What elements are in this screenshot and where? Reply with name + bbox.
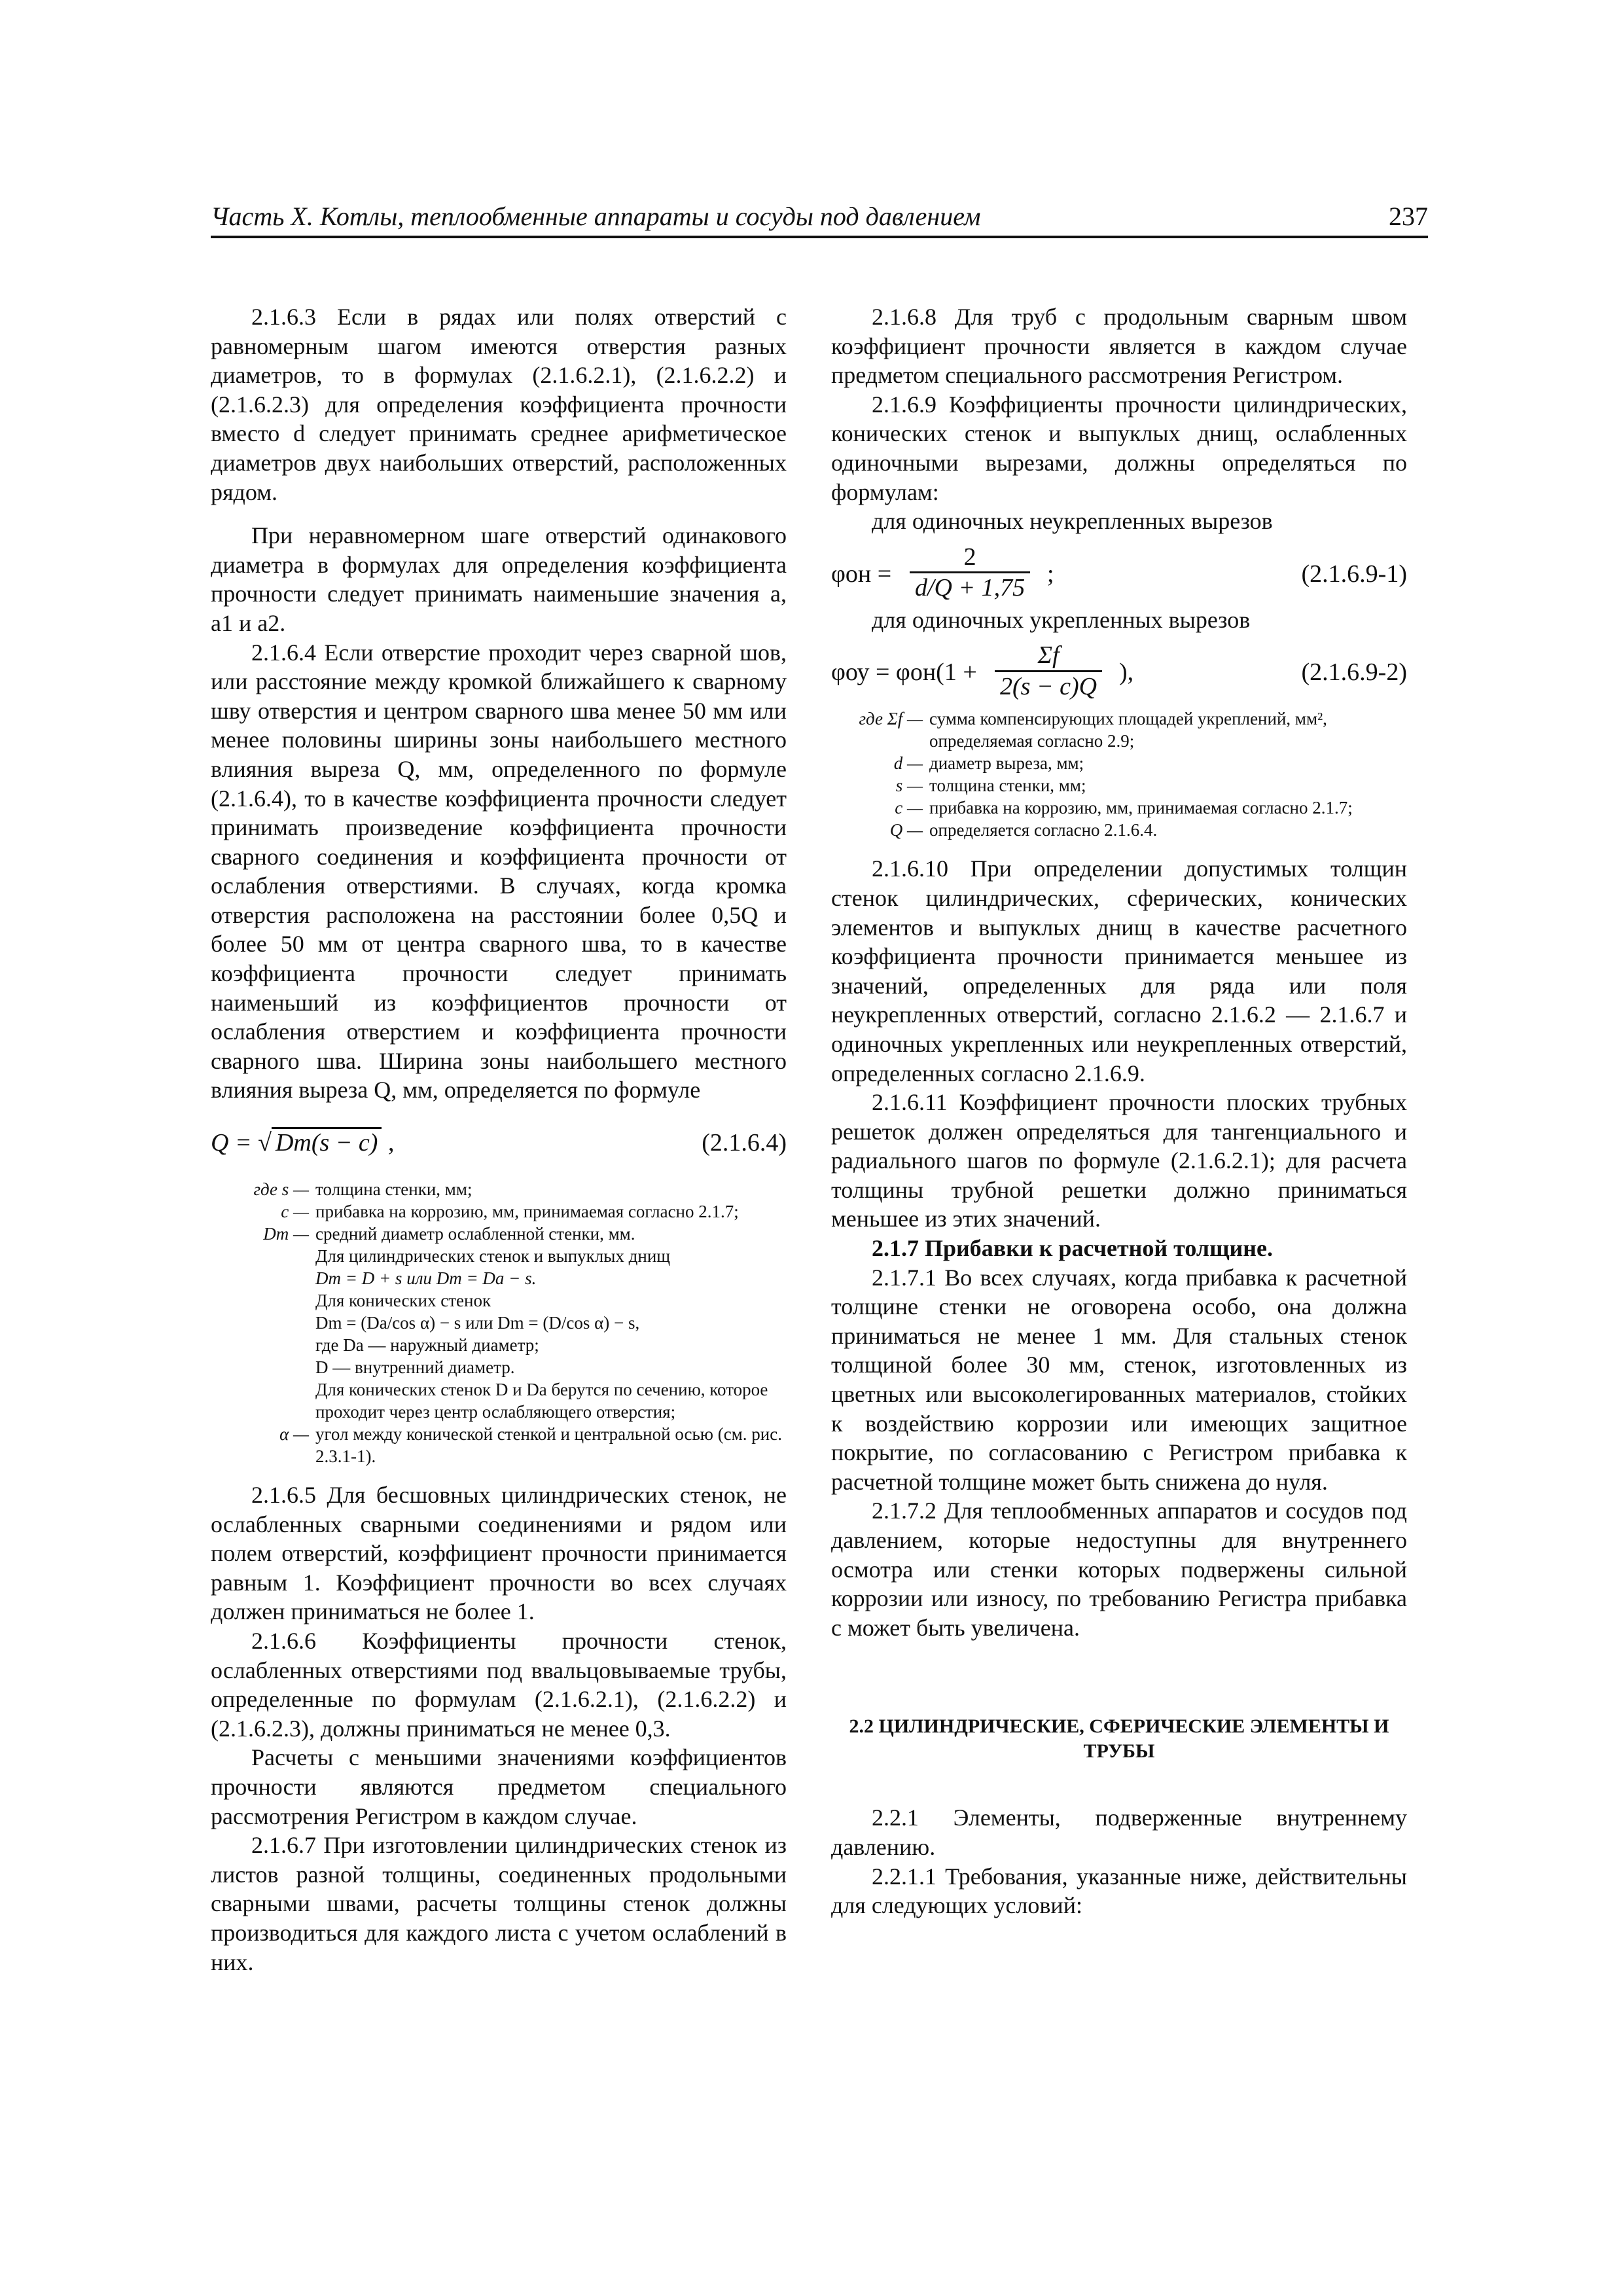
numerator: 2 <box>963 543 976 571</box>
formula-lhs: φоу = φон(1 + <box>831 658 977 687</box>
formula-2-1-6-9-2 <box>831 641 1407 700</box>
formula-legend <box>831 708 1407 841</box>
legend-row: s — толщина стенки, мм; <box>895 776 1086 796</box>
legend-row: α — угол между конической стенкой и центральной осью (см. рис. 2.3.1-1). <box>279 1424 782 1467</box>
para-2-1-7-1: 2.1.7.1 Во всех случаях, когда прибавка к расчетной толщине стенки не оговорена особо, она должна приниматься не менее 1 мм. Для стальных стенок толщиной более 30 мм, стенок, изготовленных из цветных или высоколегированных материалов, стойких к воздействию коррозии или имеющих защитное покрытие, по согласованию с Регистром прибавка к расчетной толщине может быть снижена до нуля. <box>831 1264 1407 1495</box>
legend-row: d — диаметр выреза, мм; <box>893 753 1084 774</box>
legend-note: где Da — наружный диаметр; <box>315 1335 539 1355</box>
legend-note: Dm = (Da/cos α) − s или Dm = (D/cos α) − s, <box>315 1313 640 1333</box>
para-2-1-6-5: 2.1.6.5 Для бесшовных цилиндрических стенок, не ослабленных сварными соединениями и рядом или полем отверстий, коэффициент прочности принимается равным 1. Коэффициент прочности во всех случаях должен приниматься не более 1. <box>211 1482 787 1625</box>
denominator: d/Q + 1,75 <box>910 571 1030 603</box>
para-2-1-6-6: 2.1.6.6 Коэффициенты прочности стенок, ослабленных отверстиями под ввальцовываемые трубы, определенные по формулам (2.1.6.2.1), (2.1.6.2.2) и (2.1.6.2.3), должны приниматься не менее 0,3. <box>211 1628 787 1742</box>
formula-2-1-6-4 <box>211 1111 787 1170</box>
para-2-1-6-10: 2.1.6.10 При определении допустимых толщин стенок цилиндрических, сферических, конических элементов и выпуклых днищ в качестве расчетного коэффициента прочности принимается меньшее из значений, определенных для ряда или поля неукрепленных отверстий, согласно 2.1.6.2 — 2.1.6.7 и одиночных укрепленных или неукрепленных отверстий, определенных согласно 2.1.6.9. <box>831 855 1407 1086</box>
formula-tail: ; <box>1047 560 1054 588</box>
legend-note: Для цилиндрических стенок и выпуклых днищ <box>315 1246 671 1266</box>
para-2-2-1-1: 2.2.1.1 Требования, указанные ниже, действительны для следующих условий: <box>831 1863 1407 1919</box>
fraction <box>910 543 1030 603</box>
page-header <box>211 198 1428 238</box>
para-2-1-6-11: 2.1.6.11 Коэффициент прочности плоских трубных решеток должен определяться для тангенциального и радиального шагов по формуле (2.1.6.2.1); для расчета толщины трубной решетки должно приниматься меньшее из этих значений. <box>831 1089 1407 1232</box>
para-2-1-6-8: 2.1.6.8 Для труб с продольным сварным швом коэффициент прочности является в каждом случае предметом специального рассмотрения Регистром. <box>831 304 1407 389</box>
legend-row: где s — толщина стенки, мм; <box>253 1179 473 1200</box>
para-2-1-6-3: 2.1.6.3 Если в рядах или полях отверстий с равномерным шагом имеются отверстия разных диаметров, то в формулах (2.1.6.2.1), (2.1.6.2.2) и (2.1.6.2.3) для определения коэффициента прочности вместо d следует принимать среднее арифметическое диаметров двух наибольших отверстий, расположенных рядом. <box>211 304 787 505</box>
sqrt-radicand: Dm(s − c) <box>272 1127 382 1157</box>
formula-lhs: φон = <box>831 560 892 588</box>
formula-tail: , <box>387 1129 395 1157</box>
legend-row: c — прибавка на коррозию, мм, принимаемая согласно 2.1.7; <box>281 1202 739 1222</box>
legend-note: D — внутренний диаметр. <box>315 1357 515 1378</box>
formula-caption: для одиночных неукрепленных вырезов <box>872 508 1273 535</box>
legend-row: Dm — средний диаметр ослабленной стенки, мм. <box>263 1224 635 1244</box>
formula-tail: ), <box>1119 658 1134 687</box>
para-uneven-pitch: При неравномерном шаге отверстий одинакового диаметра в формулах для определения коэффициента прочности следует принимать наименьшие значения a, a1 и a2. <box>211 522 787 636</box>
formula-legend <box>211 1178 787 1467</box>
para-2-1-7-2: 2.1.7.2 Для теплообменных аппаратов и сосудов под давлением, которые недоступны для внутреннего осмотра или стенки которых подвержены сильной коррозии или износу, по требованию Регистра прибавка c может быть увеличена. <box>831 1498 1407 1641</box>
section-title-2-2: 2.2 ЦИЛИНДРИЧЕСКИЕ, СФЕРИЧЕСКИЕ ЭЛЕМЕНТЫ И ТРУБЫ <box>849 1715 1389 1763</box>
legend-note: Для конических стенок D и Da берутся по сечению, которое проходит через центр ослабляющего отверстия; <box>315 1380 768 1422</box>
page-number: 237 <box>1389 202 1428 231</box>
equation-number: (2.1.6.9-2) <box>1301 658 1407 687</box>
legend-note: Для конических стенок <box>315 1291 491 1311</box>
formula-lhs: Q = <box>211 1129 252 1157</box>
legend-row: где Σf — сумма компенсирующих площадей укреплений, мм², определяемая согласно 2.9; <box>859 709 1327 751</box>
left-column <box>211 302 787 1977</box>
right-column <box>831 302 1407 1920</box>
numerator: Σf <box>1037 641 1060 670</box>
legend-row: Q — определяется согласно 2.1.6.4. <box>889 820 1158 840</box>
running-title: Часть X. Котлы, теплообменные аппараты и сосуды под давлением <box>211 202 981 231</box>
equation-number: (2.1.6.4) <box>702 1129 787 1157</box>
legend-row: c — прибавка на коррозию, мм, принимаемая согласно 2.1.7; <box>895 798 1353 818</box>
para-2-2-1: 2.2.1 Элементы, подверженные внутреннему давлению. <box>831 1804 1407 1860</box>
subsection-heading-2-1-7: 2.1.7 Прибавки к расчетной толщине. <box>872 1235 1273 1262</box>
equation-number: (2.1.6.9-1) <box>1301 560 1407 588</box>
formula-2-1-6-9-1 <box>831 543 1407 601</box>
legend-note: Dm = D + s или Dm = Da − s. <box>315 1268 537 1289</box>
formula-caption: для одиночных укрепленных вырезов <box>872 606 1251 633</box>
para-2-1-6-7: 2.1.6.7 При изготовлении цилиндрических стенок из листов разной толщины, соединенных продольными сварными швами, расчеты толщины стенок должны производиться для каждого листа с учетом ослаблений в них. <box>211 1832 787 1975</box>
sqrt-sign: √ <box>258 1129 272 1157</box>
denominator: 2(s − c)Q <box>995 670 1102 702</box>
fraction <box>995 641 1102 701</box>
para-special-review: Расчеты с меньшими значениями коэффициентов прочности являются предметом специального рассмотрения Регистром в каждом случае. <box>211 1744 787 1829</box>
para-2-1-6-9: 2.1.6.9 Коэффициенты прочности цилиндрических, конических стенок и выпуклых днищ, ослабленных одиночными вырезами, должны определяться по формулам: <box>831 391 1407 505</box>
para-2-1-6-4: 2.1.6.4 Если отверстие проходит через сварной шов, или расстояние между кромкой ближайшего к сварному шву отверстия и центром сварного шва менее 50 мм или менее половины ширины зоны наибольшего местного влияния выреза Q, мм, определенного по формуле (2.1.6.4), то в качестве коэффициента прочности следует принимать произведение коэффициента прочности сварного соединения и коэффициента прочности от ослабления отверстиями. В случаях, когда кромка отверстия расположена на расстоянии более 0,5Q и более 50 мм от центра сварного шва, то в качестве коэффициента прочности следует принимать наименьший из коэффициентов прочности от ослабления отверстием и коэффициента прочности сварного шва. Ширина зоны наибольшего местного влияния выреза Q, мм, определяется по формуле <box>211 639 787 1103</box>
